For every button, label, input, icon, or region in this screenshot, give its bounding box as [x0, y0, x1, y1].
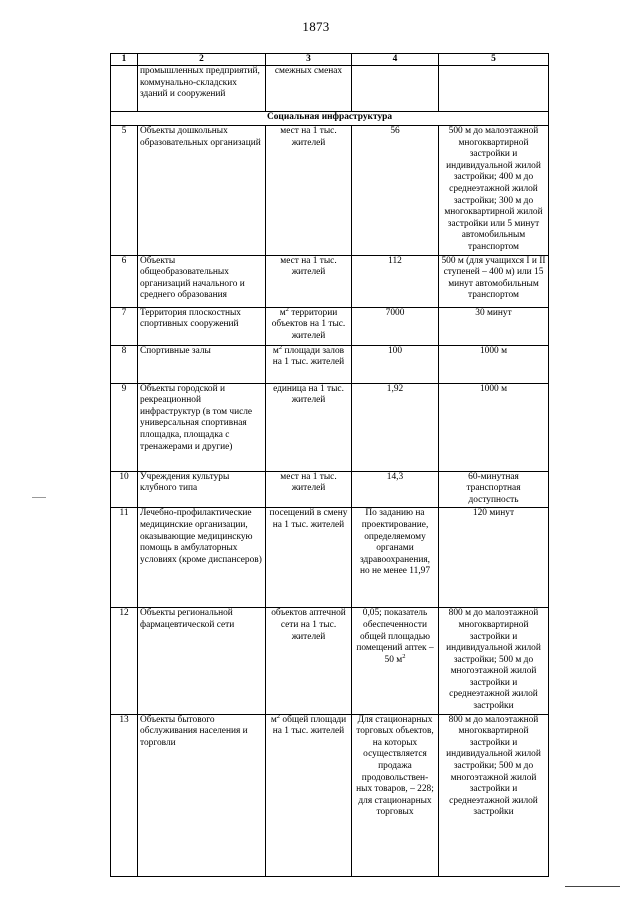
cell-access: 30 минут — [439, 307, 549, 345]
table-row — [111, 126, 549, 256]
cell-unit: $м^2$ площади залов на 1 тыс. жителей — [266, 345, 352, 383]
cell-access: 500 м (для учащихся I и II ступеней – 400 м) или 15 минут автомобильным транспортом — [439, 255, 549, 307]
cell-num: 7 — [111, 307, 138, 345]
cell-access: 800 м до малоэтажной многоквартирной застройки и индивидуальной жилой застройки; 500 м до многоэтажной жилой застройки и среднеэтажной жилой застройки — [439, 714, 549, 876]
cell-name: Лечебно-профилактические медицинские организации, оказывающие медицинскую помощь в амбулаторных условиях (кроме диспансеров) — [138, 508, 266, 608]
cell-name: Спортивные залы — [138, 345, 266, 383]
cell-unit: посещений в смену на 1 тыс. жителей — [266, 508, 352, 608]
cell-access: 500 м до малоэтажной многоквартирной застройки и индивидуальной жилой застройки; 400 м до среднеэтажной жилой застройки; 300 м до многоквартирной жилой застройки или 5 минут автомобильным транспортом — [439, 126, 549, 256]
cell-unit: единица на 1 тыс. жителей — [266, 383, 352, 471]
cell-access: 120 минут — [439, 508, 549, 608]
cell-unit: мест на 1 тыс. жителей — [266, 255, 352, 307]
cell-access: 60-минутная транспортная доступность — [439, 471, 549, 508]
cell-value: 0,05; показатель обеспеченности общей площадью помещений аптек – 50 $м^2$ — [352, 608, 439, 714]
cell-name: Территория плоскостных спортивных сооружений — [138, 307, 266, 345]
cell-num: 13 — [111, 714, 138, 876]
cell-value: 1,92 — [352, 383, 439, 471]
cell-value: По заданию на проектирование, определяемому органами здравоохранения, но не менее 11,97 — [352, 508, 439, 608]
cell-value: Для стационарных торговых объектов, на которых осуществляется продажа продовольствен-ных товаров, – 228; для стационарных торговых — [352, 714, 439, 876]
cell-num: 8 — [111, 345, 138, 383]
cell-value: 112 — [352, 255, 439, 307]
table-row — [111, 255, 549, 307]
bottom-rule — [565, 886, 620, 887]
cell-num — [111, 66, 138, 112]
header-col-3: 3 — [266, 54, 352, 66]
cell-num: 12 — [111, 608, 138, 714]
cell-value: 100 — [352, 345, 439, 383]
cell-value: 56 — [352, 126, 439, 256]
header-col-5: 5 — [439, 54, 549, 66]
table-row-continuation — [111, 66, 549, 112]
table-header-row — [111, 54, 549, 66]
table-row — [111, 307, 549, 345]
cell-name: Объекты дошкольных образовательных организаций — [138, 126, 266, 256]
cell-unit: смежных сменах — [266, 66, 352, 112]
norms-table — [110, 53, 549, 877]
page-number: 1873 — [302, 19, 330, 34]
cell-unit: мест на 1 тыс. жителей — [266, 126, 352, 256]
cell-num: 10 — [111, 471, 138, 508]
cell-name: Объекты региональной фармацевтической сети — [138, 608, 266, 714]
table-row — [111, 714, 549, 876]
cell-access: 1000 м — [439, 383, 549, 471]
cell-num: 11 — [111, 508, 138, 608]
cell-value: 14,3 — [352, 471, 439, 508]
cell-name: Объекты общеобразовательных организаций начального и среднего образования — [138, 255, 266, 307]
cell-unit: объектов аптечной сети на 1 тыс. жителей — [266, 608, 352, 714]
cell-value: 7000 — [352, 307, 439, 345]
cell-unit: $м^2$ территории объектов на 1 тыс. жителей — [266, 307, 352, 345]
cell-unit: $м^2$ общей площади на 1 тыс. жителей — [266, 714, 352, 876]
cell-name: Учреждения культуры клубного типа — [138, 471, 266, 508]
cell-access: 800 м до малоэтажной многоквартирной застройки и индивидуальной жилой застройки; 500 м до многоэтажной жилой застройки и среднеэтажной жилой застройки — [439, 608, 549, 714]
header-col-2: 2 — [138, 54, 266, 66]
header-col-4: 4 — [352, 54, 439, 66]
cell-unit: мест на 1 тыс. жителей — [266, 471, 352, 508]
margin-mark — [32, 497, 46, 498]
cell-num: 5 — [111, 126, 138, 256]
table-row — [111, 608, 549, 714]
cell-name: промышленных предприятий, коммунально-складских зданий и сооружений — [138, 66, 266, 112]
cell-access — [439, 66, 549, 112]
section-row — [111, 112, 549, 126]
cell-access: 1000 м — [439, 345, 549, 383]
table-row — [111, 345, 549, 383]
section-title: Социальная инфраструктура — [111, 112, 549, 126]
table-row — [111, 471, 549, 508]
table-row — [111, 508, 549, 608]
cell-num: 6 — [111, 255, 138, 307]
table-row — [111, 383, 549, 471]
cell-value — [352, 66, 439, 112]
cell-num: 9 — [111, 383, 138, 471]
cell-name: Объекты бытового обслуживания населения и торговли — [138, 714, 266, 876]
cell-name: Объекты городской и рекреационной инфраструктур (в том числе универсальная спортивная площадка, площадка с тренажерами и другие) — [138, 383, 266, 471]
header-col-1: 1 — [111, 54, 138, 66]
